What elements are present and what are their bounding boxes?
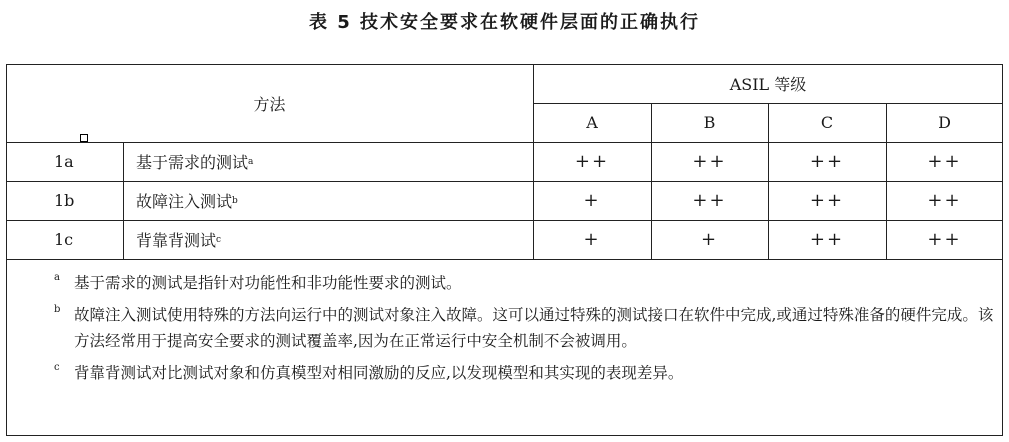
row-id: 1b xyxy=(54,191,75,210)
note-b xyxy=(44,302,994,354)
row-id: 1a xyxy=(54,152,74,171)
rating-a: ++ xyxy=(574,151,610,172)
notes-divider xyxy=(6,259,1003,260)
note-key: b xyxy=(54,304,61,315)
level-header-d: D xyxy=(938,113,951,132)
id-divider xyxy=(123,142,124,259)
rating-d: ++ xyxy=(927,190,962,211)
rating-a: + xyxy=(583,229,601,250)
level-header-b: B xyxy=(703,113,716,132)
rating-b: + xyxy=(700,229,719,250)
table-notes xyxy=(44,270,994,386)
level-header-a: A xyxy=(586,113,598,132)
note-c xyxy=(44,360,994,386)
rating-d: ++ xyxy=(927,229,962,250)
rating-d: ++ xyxy=(927,151,962,172)
table-title: 表 5 技术安全要求在软硬件层面的正确执行 xyxy=(308,12,701,33)
rating-c: ++ xyxy=(809,190,845,211)
rating-c: ++ xyxy=(809,151,845,172)
rating-a: + xyxy=(583,190,601,211)
note-text: 故障注入测试使用特殊的方法向运行中的测试对象注入故障。这可以通过特殊的测试接口在软件中完成,或通过特殊准备的硬件完成。该方法经常用于提高安全要求的测试覆盖率,因为在正常运行中安全机制不会被调用。 xyxy=(74,306,994,350)
rating-b: ++ xyxy=(692,151,727,172)
row-method: 背靠背测试 c xyxy=(136,231,222,250)
rating-c: ++ xyxy=(809,229,845,250)
note-text: 基于需求的测试是指针对功能性和非功能性要求的测试。 xyxy=(74,274,462,292)
method-header: 方法 xyxy=(253,94,286,114)
row-method: 故障注入测试 b xyxy=(136,192,238,211)
row-id: 1c xyxy=(54,230,74,249)
note-text: 背靠背测试对比测试对象和仿真模型对相同激励的反应,以发现模型和其实现的表现差异。 xyxy=(74,364,684,382)
asil-header: ASIL 等级 xyxy=(729,75,807,94)
level-header-c: C xyxy=(820,113,834,132)
row-method: 基于需求的测试 a xyxy=(136,153,254,172)
note-key: c xyxy=(54,362,60,373)
rating-b: ++ xyxy=(692,190,727,211)
note-key: a xyxy=(54,272,60,283)
note-a xyxy=(44,270,994,296)
